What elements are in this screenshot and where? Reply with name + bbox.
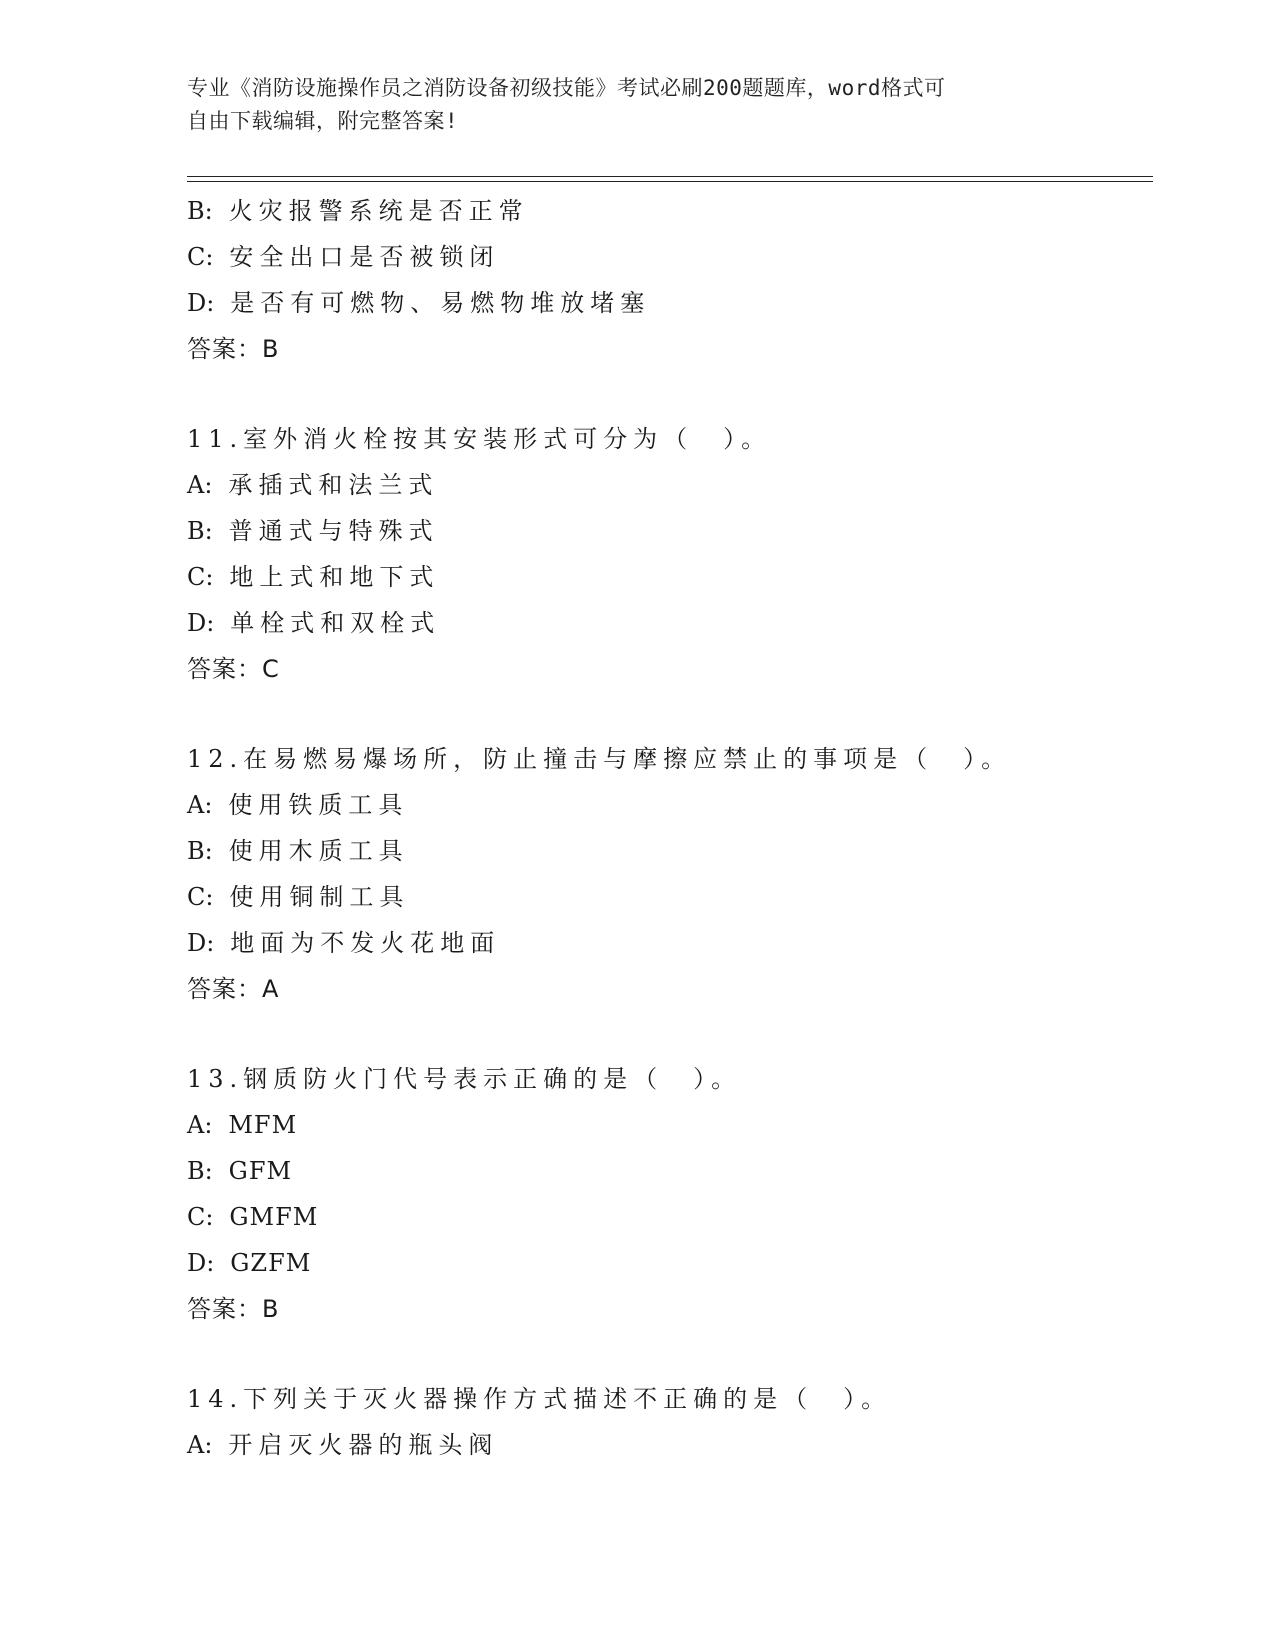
option-b: B: 普通式与特殊式 xyxy=(187,508,1153,554)
option-letter: B xyxy=(187,837,205,865)
option-b: B: GFM xyxy=(187,1148,1153,1194)
question-text: 12.在易燃易爆场所，防止撞击与摩擦应禁止的事项是（ ）。 xyxy=(187,745,1012,773)
option-a: A: MFM xyxy=(187,1102,1153,1148)
option-letter: C xyxy=(187,1203,206,1231)
option-text: GZFM xyxy=(230,1249,312,1277)
question-block xyxy=(187,1376,1153,1468)
question-block xyxy=(187,1056,1153,1332)
option-letter: D xyxy=(187,609,207,637)
option-text: MFM xyxy=(228,1111,298,1139)
question-list xyxy=(187,188,1153,1468)
answer-line: 答案：B xyxy=(187,1295,280,1323)
question-text: 11.室外消火栓按其安装形式可分为（ ）。 xyxy=(187,425,772,453)
option-c: C: GMFM xyxy=(187,1194,1153,1240)
option-letter: A xyxy=(187,471,205,499)
option-letter: A xyxy=(187,791,205,819)
option-b: B: 使用木质工具 xyxy=(187,828,1153,874)
option-c: C: 安全出口是否被锁闭 xyxy=(187,234,1153,280)
option-c: C: 使用铜制工具 xyxy=(187,874,1153,920)
header-rule-bottom xyxy=(187,181,1153,182)
document-header xyxy=(187,72,1067,138)
option-d: D: 单栓式和双栓式 xyxy=(187,600,1153,646)
option-letter: A xyxy=(187,1111,205,1139)
option-letter: B xyxy=(187,517,205,545)
option-d: D: 是否有可燃物、易燃物堆放堵塞 xyxy=(187,280,1153,326)
option-text: 普通式与特殊式 xyxy=(228,517,439,545)
option-text: 使用木质工具 xyxy=(228,837,409,865)
answer-line: 答案：B xyxy=(187,335,280,363)
question-block xyxy=(187,188,1153,372)
answer-line: 答案：C xyxy=(187,655,280,683)
option-letter: C xyxy=(187,883,206,911)
option-letter: B xyxy=(187,1157,205,1185)
option-letter: C xyxy=(187,563,206,591)
option-letter: B xyxy=(187,197,205,225)
option-text: 是否有可燃物、易燃物堆放堵塞 xyxy=(230,289,651,317)
option-text: 地上式和地下式 xyxy=(229,563,440,591)
option-text: 开启灭火器的瓶头阀 xyxy=(228,1431,499,1459)
option-letter: D xyxy=(187,289,207,317)
option-text: 使用铁质工具 xyxy=(228,791,409,819)
option-b: B: 火灾报警系统是否正常 xyxy=(187,188,1153,234)
option-text: 使用铜制工具 xyxy=(229,883,410,911)
question-block xyxy=(187,736,1153,1012)
option-c: C: 地上式和地下式 xyxy=(187,554,1153,600)
option-text: 承插式和法兰式 xyxy=(228,471,439,499)
option-text: 单栓式和双栓式 xyxy=(230,609,441,637)
question-block xyxy=(187,416,1153,692)
option-text: 地面为不发火花地面 xyxy=(230,929,501,957)
answer-line: 答案：A xyxy=(187,975,280,1003)
header-line-1: 专业《消防设施操作员之消防设备初级技能》考试必刷200题题库，word格式可 xyxy=(187,76,946,100)
option-a: A: 使用铁质工具 xyxy=(187,782,1153,828)
option-d: D: GZFM xyxy=(187,1240,1153,1286)
option-a: A: 开启灭火器的瓶头阀 xyxy=(187,1422,1153,1468)
question-text: 13.钢质防火门代号表示正确的是（ ）。 xyxy=(187,1065,742,1093)
option-text: GMFM xyxy=(229,1203,319,1231)
option-letter: C xyxy=(187,243,206,271)
option-letter: D xyxy=(187,929,207,957)
option-d: D: 地面为不发火花地面 xyxy=(187,920,1153,966)
option-text: 安全出口是否被锁闭 xyxy=(229,243,500,271)
option-text: 火灾报警系统是否正常 xyxy=(228,197,529,225)
option-a: A: 承插式和法兰式 xyxy=(187,462,1153,508)
question-text: 14.下列关于灭火器操作方式描述不正确的是（ ）。 xyxy=(187,1385,892,1413)
header-rule-top xyxy=(187,176,1153,177)
option-text: GFM xyxy=(228,1157,293,1185)
option-letter: A xyxy=(187,1431,205,1459)
header-line-2: 自由下载编辑，附完整答案! xyxy=(187,109,459,133)
option-letter: D xyxy=(187,1249,207,1277)
